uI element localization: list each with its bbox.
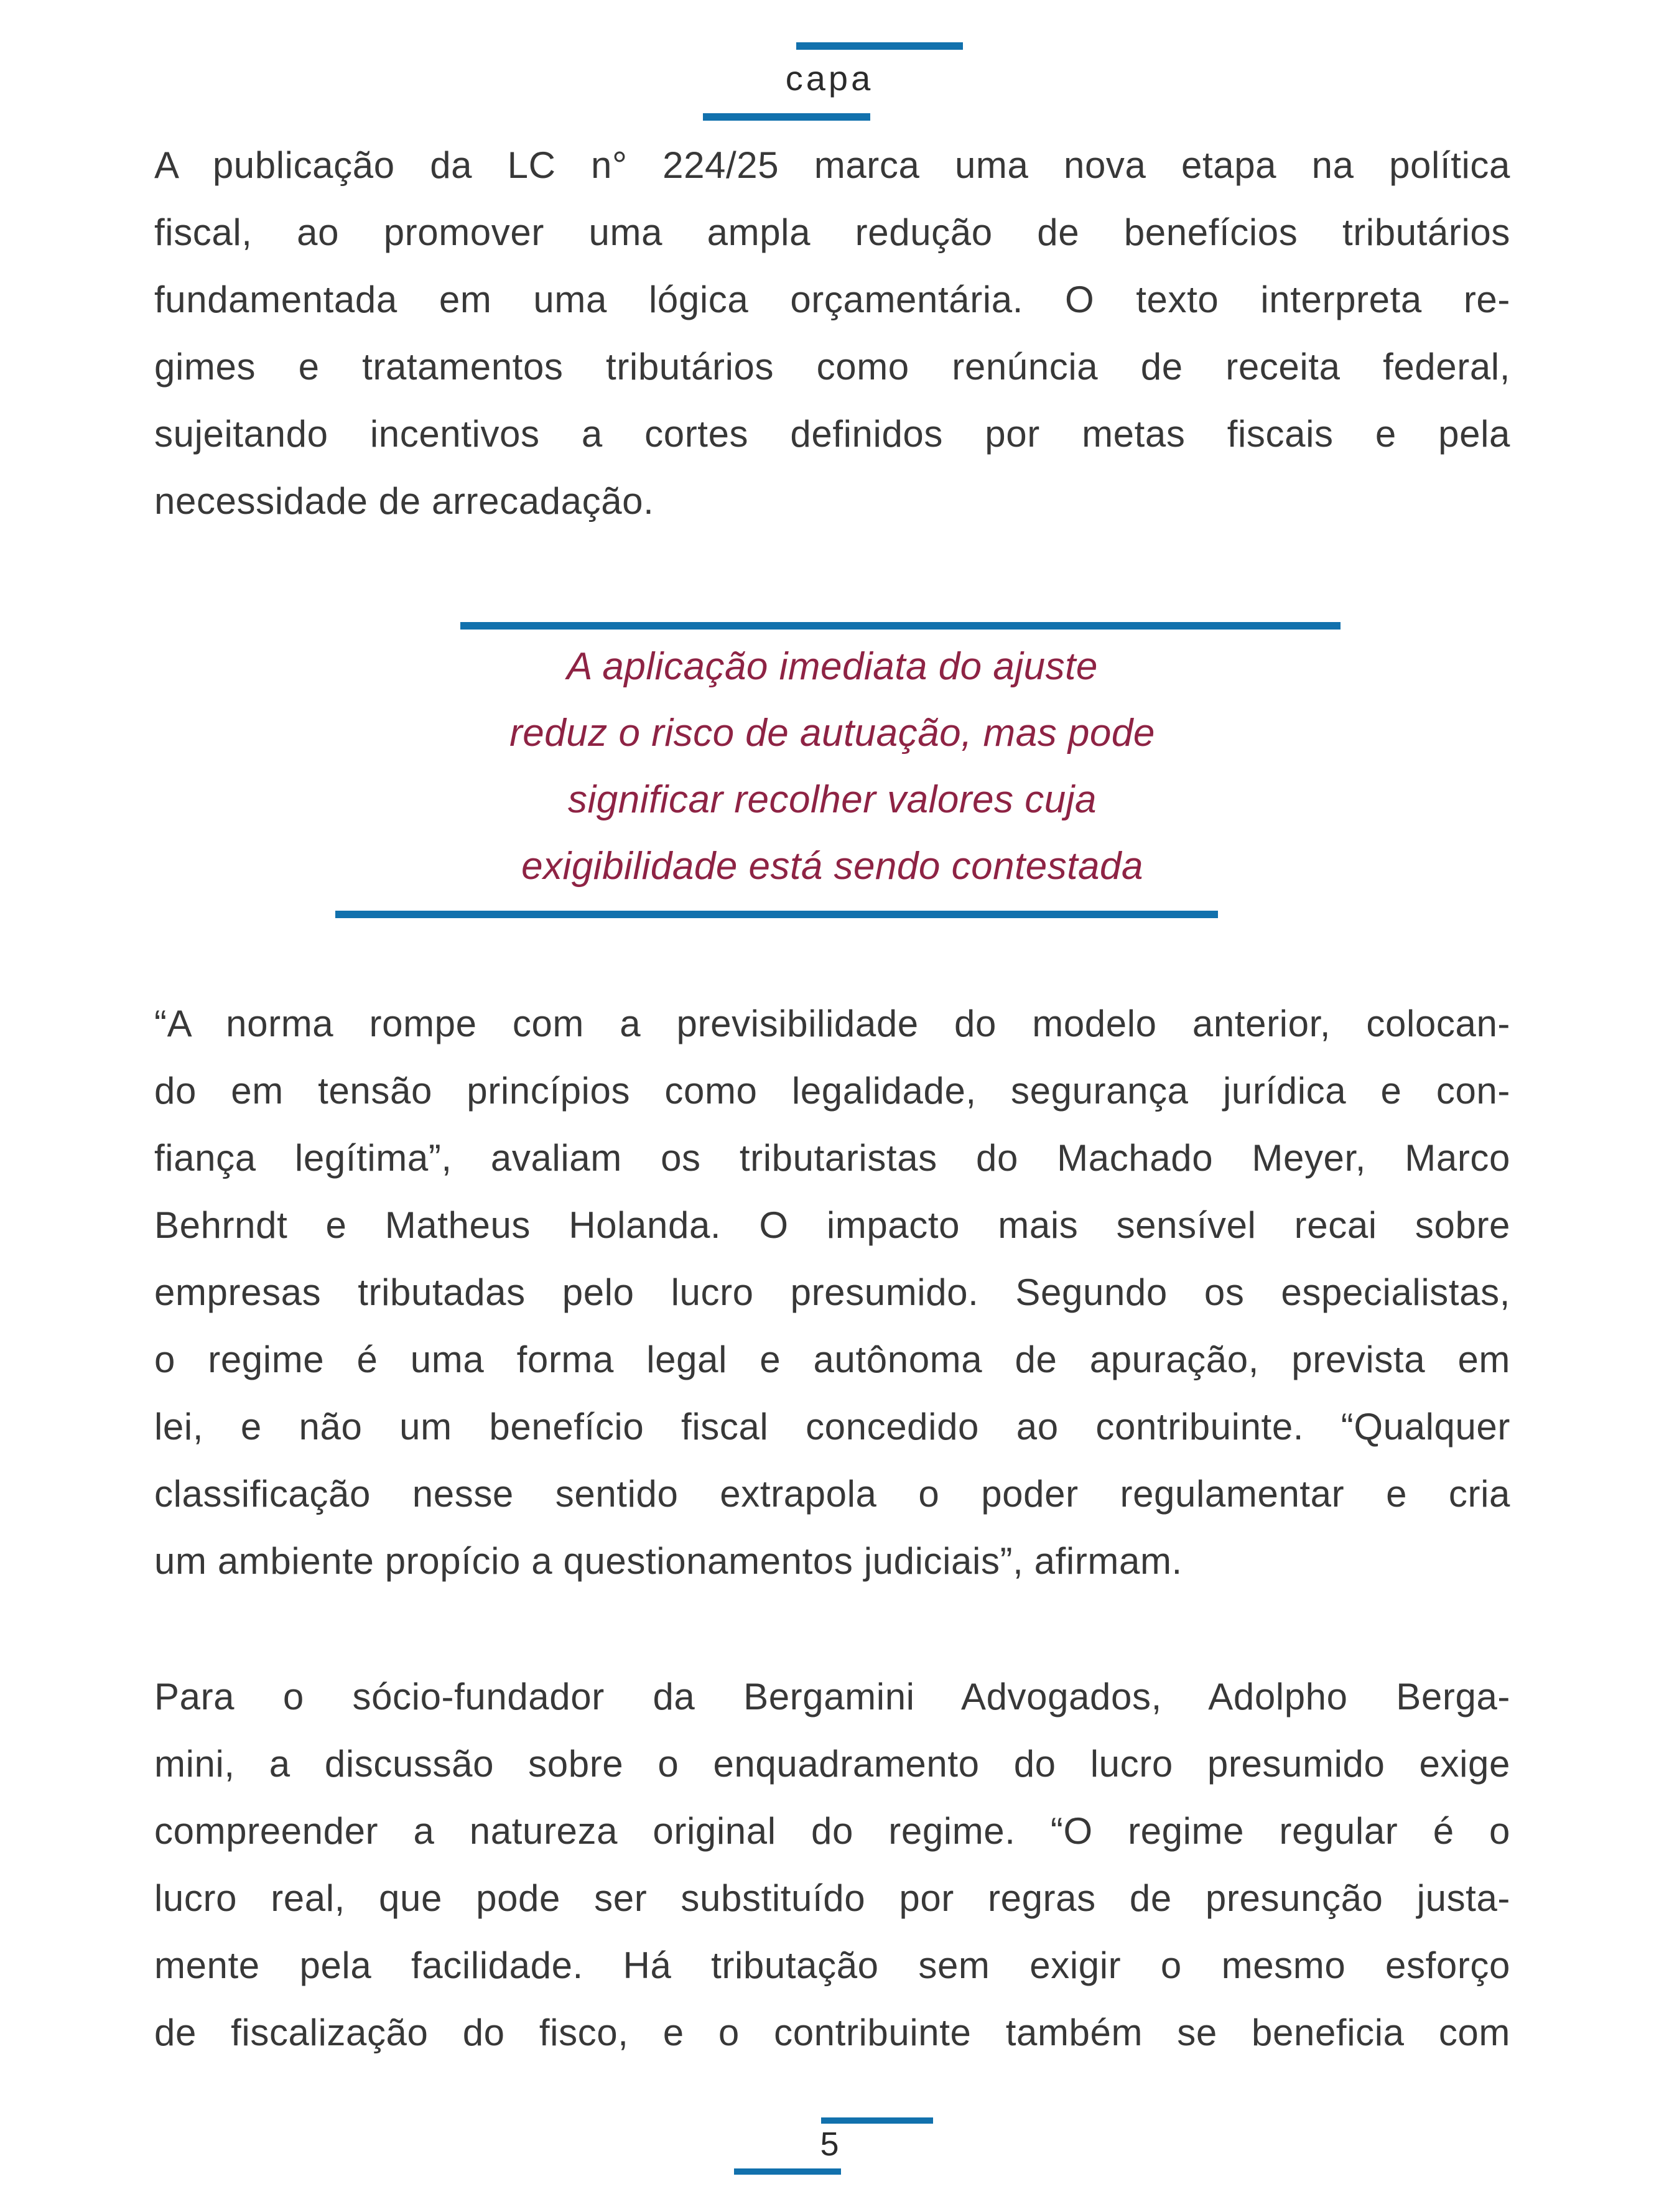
paragraph <box>154 990 1510 1595</box>
text-line: sujeitando incentivos a cortes definidos por metas fiscais e pela <box>154 413 1510 455</box>
quote-line: A aplicação imediata do ajuste <box>567 645 1098 688</box>
section-label: capa <box>785 58 874 98</box>
text-line: A publicação da LC n° 224/25 marca uma nova etapa na política <box>154 144 1510 186</box>
text-line: um ambiente propício a questionamentos judiciais”, afirmam. <box>154 1540 1183 1582</box>
pull-quote-text <box>154 633 1510 899</box>
text-line: necessidade de arrecadação. <box>154 480 654 522</box>
paragraph <box>154 132 1510 535</box>
text-line: mini, a discussão sobre o enquadramento do lucro presumido exige <box>154 1743 1510 1785</box>
footer-top-rule <box>821 2117 933 2124</box>
quote-line: significar recolher valores cuja <box>568 778 1097 821</box>
pull-quote-top-rule <box>460 622 1341 630</box>
article-body <box>154 132 1510 2066</box>
quote-line: reduz o risco de autuação, mas pode <box>509 712 1155 755</box>
text-line: de fiscalização do fisco, e o contribuinte também se beneficia com <box>154 2012 1510 2053</box>
pull-quote <box>154 622 1510 918</box>
text-line: fiscal, ao promover uma ampla redução de benefícios tributários <box>154 211 1510 253</box>
footer-bottom-rule <box>734 2168 841 2175</box>
text-line: Behrndt e Matheus Holanda. O impacto mais sensível recai sobre <box>154 1204 1510 1246</box>
text-line: lucro real, que pode ser substituído por regras de presunção justa- <box>154 1877 1510 1919</box>
text-line: o regime é uma forma legal e autônoma de apuração, prevista em <box>154 1339 1510 1380</box>
text-line: mente pela facilidade. Há tributação sem exigir o mesmo esforço <box>154 1945 1510 1986</box>
paragraph <box>154 1663 1510 2066</box>
text-line: gimes e tratamentos tributários como renúncia de receita federal, <box>154 346 1510 388</box>
text-line: fundamentada em uma lógica orçamentária. O texto interpreta re- <box>154 279 1510 320</box>
text-line: lei, e não um benefício fiscal concedido ao contribuinte. “Qualquer <box>154 1406 1510 1448</box>
header-bottom-rule <box>703 113 870 121</box>
page-number: 5 <box>820 2126 839 2163</box>
text-line: fiança legítima”, avaliam os tributaristas do Machado Meyer, Marco <box>154 1137 1510 1179</box>
text-line: “A norma rompe com a previsibilidade do modelo anterior, colocan- <box>154 1003 1510 1044</box>
pull-quote-bottom-rule <box>335 911 1218 918</box>
text-line: classificação nesse sentido extrapola o poder regulamentar e cria <box>154 1473 1510 1515</box>
quote-line: exigibilidade está sendo contestada <box>521 845 1143 888</box>
text-line: do em tensão princípios como legalidade, segurança jurídica e con- <box>154 1070 1510 1112</box>
text-line: Para o sócio-fundador da Bergamini Advogados, Adolpho Berga- <box>154 1676 1510 1717</box>
header-top-rule <box>796 42 963 50</box>
text-line: compreender a natureza original do regime. “O regime regular é o <box>154 1810 1510 1852</box>
text-line: empresas tributadas pelo lucro presumido. Segundo os especialistas, <box>154 1271 1510 1313</box>
